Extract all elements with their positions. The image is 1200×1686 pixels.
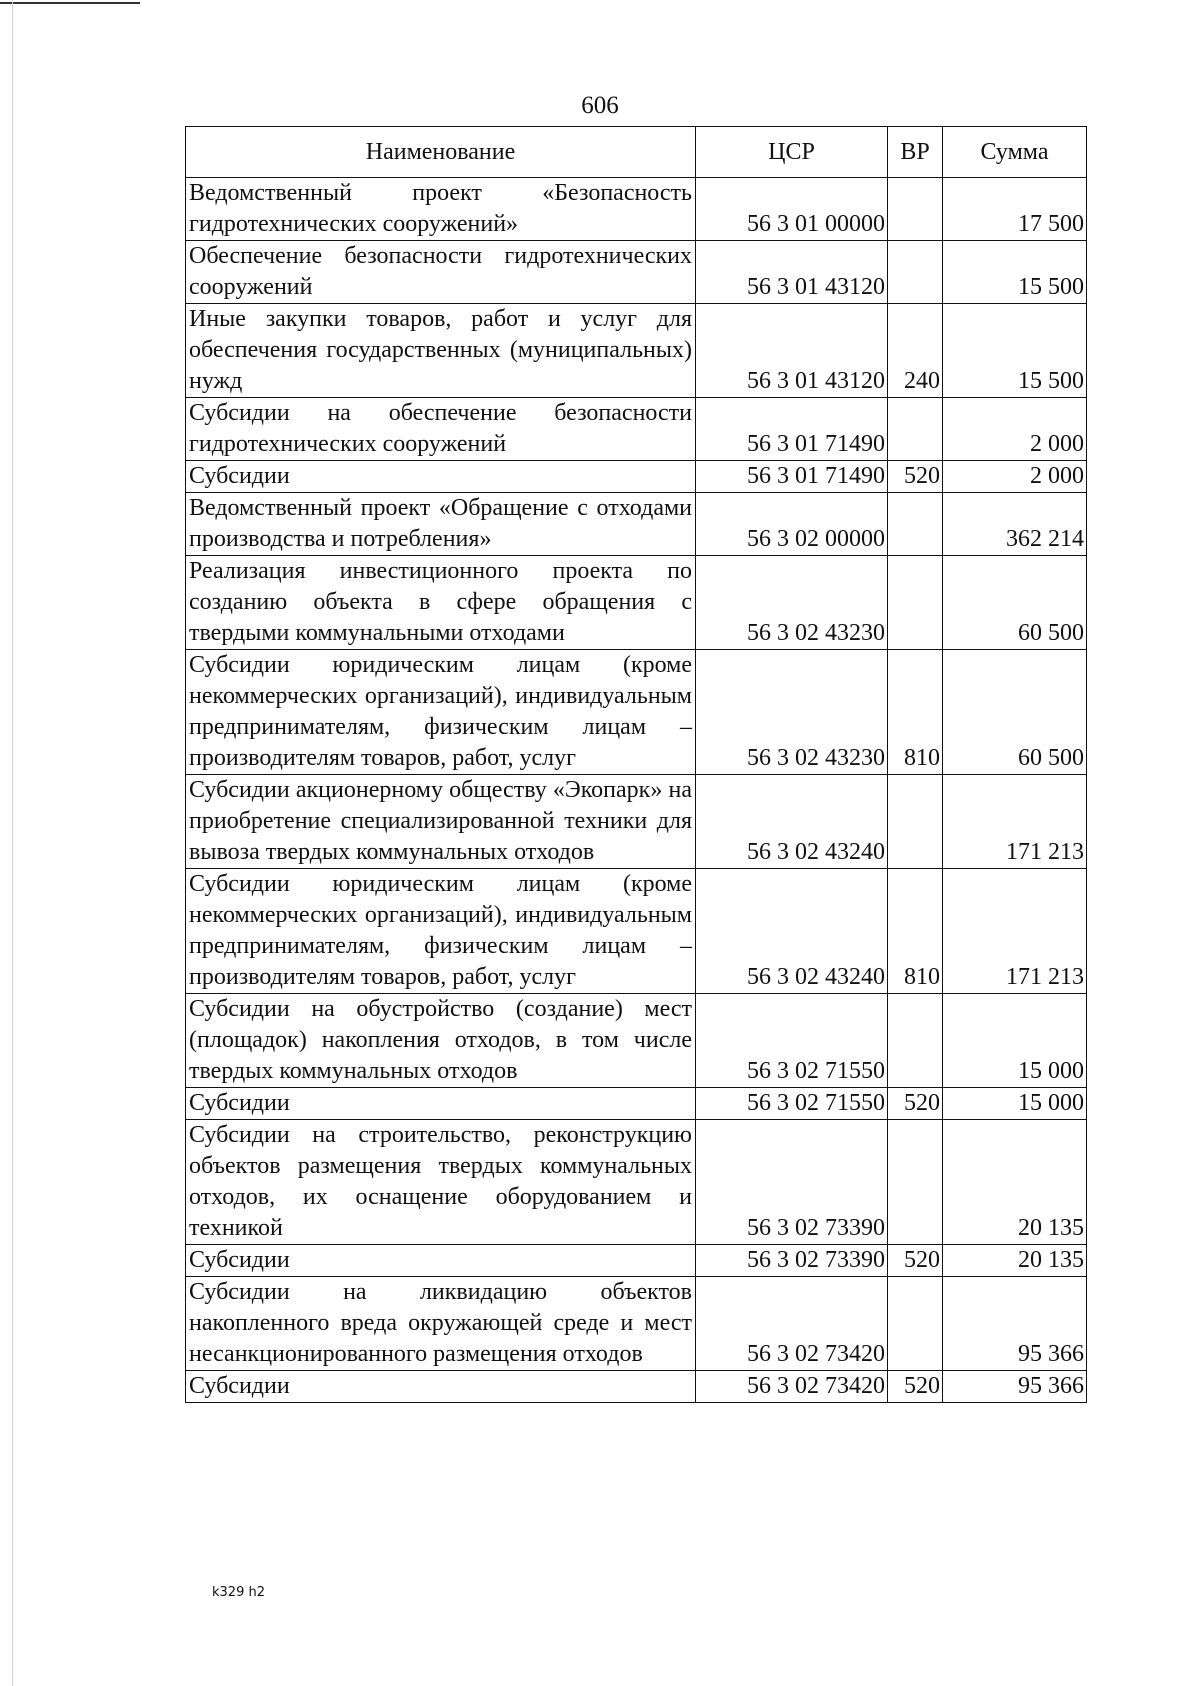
table-row <box>186 994 1087 1088</box>
row-vr: 810 <box>888 869 943 994</box>
row-csr: 56 3 01 43120 <box>696 241 888 304</box>
row-sum: 20 135 <box>943 1245 1087 1277</box>
row-csr: 56 3 02 71550 <box>696 1088 888 1120</box>
row-name: Субсидии <box>186 1088 696 1120</box>
row-vr <box>888 178 943 241</box>
row-vr <box>888 1120 943 1245</box>
row-csr: 56 3 02 43240 <box>696 775 888 869</box>
row-name: Ведомственный проект «Обращение с отходами производства и потребления» <box>186 493 696 556</box>
row-sum: 17 500 <box>943 178 1087 241</box>
row-csr: 56 3 02 73390 <box>696 1245 888 1277</box>
row-csr: 56 3 02 43240 <box>696 869 888 994</box>
row-sum: 60 500 <box>943 650 1087 775</box>
header-vr: ВР <box>888 127 943 178</box>
row-vr: 520 <box>888 461 943 493</box>
row-sum: 2 000 <box>943 461 1087 493</box>
row-name: Субсидии акционерному обществу «Экопарк» на приобретение специализированной техники для вывоза твердых коммунальных отходов <box>186 775 696 869</box>
table-row <box>186 461 1087 493</box>
row-vr <box>888 493 943 556</box>
row-sum: 362 214 <box>943 493 1087 556</box>
row-csr: 56 3 02 00000 <box>696 493 888 556</box>
row-name: Субсидии юридическим лицам (кроме некоммерческих организаций), индивидуальным предпринимателям, физическим лицам – производителям товаров, работ, услуг <box>186 869 696 994</box>
row-csr: 56 3 02 73420 <box>696 1371 888 1403</box>
table-row <box>186 493 1087 556</box>
row-name: Иные закупки товаров, работ и услуг для обеспечения государственных (муниципальных) нужд <box>186 304 696 398</box>
table-header-row <box>186 127 1087 178</box>
footer-document-code: k329 h2 <box>212 1585 265 1600</box>
row-vr: 520 <box>888 1245 943 1277</box>
row-name: Субсидии на обустройство (создание) мест (площадок) накопления отходов, в том числе твердых коммунальных отходов <box>186 994 696 1088</box>
table-row <box>186 1371 1087 1403</box>
row-name: Ведомственный проект «Безопасность гидротехнических сооружений» <box>186 178 696 241</box>
row-name: Субсидии юридическим лицам (кроме некоммерческих организаций), индивидуальным предпринимателям, физическим лицам – производителям товаров, работ, услуг <box>186 650 696 775</box>
row-name: Субсидии на обеспечение безопасности гидротехнических сооружений <box>186 398 696 461</box>
row-name: Реализация инвестиционного проекта по созданию объекта в сфере обращения с твердыми коммунальными отходами <box>186 556 696 650</box>
row-name: Субсидии на ликвидацию объектов накопленного вреда окружающей среде и мест несанкционированного размещения отходов <box>186 1277 696 1371</box>
table-row <box>186 398 1087 461</box>
table-row <box>186 775 1087 869</box>
row-vr <box>888 775 943 869</box>
row-csr: 56 3 01 00000 <box>696 178 888 241</box>
table-row <box>186 178 1087 241</box>
row-name: Субсидии <box>186 461 696 493</box>
row-vr: 520 <box>888 1371 943 1403</box>
row-csr: 56 3 02 73420 <box>696 1277 888 1371</box>
table-row <box>186 869 1087 994</box>
row-sum: 60 500 <box>943 556 1087 650</box>
row-sum: 15 500 <box>943 241 1087 304</box>
row-sum: 20 135 <box>943 1120 1087 1245</box>
row-vr: 810 <box>888 650 943 775</box>
row-sum: 15 500 <box>943 304 1087 398</box>
row-sum: 171 213 <box>943 869 1087 994</box>
budget-table <box>185 126 1087 1403</box>
row-sum: 2 000 <box>943 398 1087 461</box>
header-csr: ЦСР <box>696 127 888 178</box>
header-name: Наименование <box>186 127 696 178</box>
row-vr <box>888 241 943 304</box>
row-csr: 56 3 01 43120 <box>696 304 888 398</box>
table-row <box>186 241 1087 304</box>
table-row <box>186 1120 1087 1245</box>
row-name: Обеспечение безопасности гидротехнических сооружений <box>186 241 696 304</box>
table-row <box>186 1088 1087 1120</box>
row-vr: 520 <box>888 1088 943 1120</box>
row-csr: 56 3 02 43230 <box>696 556 888 650</box>
page-number: 606 <box>581 92 619 119</box>
row-csr: 56 3 01 71490 <box>696 461 888 493</box>
row-name: Субсидии на строительство, реконструкцию объектов размещения твердых коммунальных отходов, их оснащение оборудованием и техникой <box>186 1120 696 1245</box>
row-name: Субсидии <box>186 1245 696 1277</box>
row-vr: 240 <box>888 304 943 398</box>
scan-edge-mark <box>0 2 140 4</box>
row-name: Субсидии <box>186 1371 696 1403</box>
row-sum: 15 000 <box>943 994 1087 1088</box>
row-csr: 56 3 01 71490 <box>696 398 888 461</box>
header-sum: Сумма <box>943 127 1087 178</box>
row-vr <box>888 1277 943 1371</box>
row-csr: 56 3 02 71550 <box>696 994 888 1088</box>
table-row <box>186 304 1087 398</box>
row-vr <box>888 556 943 650</box>
table-row <box>186 556 1087 650</box>
scan-edge-line <box>12 0 13 1686</box>
row-vr <box>888 994 943 1088</box>
table-row <box>186 1277 1087 1371</box>
row-sum: 171 213 <box>943 775 1087 869</box>
row-sum: 95 366 <box>943 1277 1087 1371</box>
table-row <box>186 650 1087 775</box>
row-csr: 56 3 02 43230 <box>696 650 888 775</box>
row-sum: 15 000 <box>943 1088 1087 1120</box>
table-row <box>186 1245 1087 1277</box>
row-sum: 95 366 <box>943 1371 1087 1403</box>
row-csr: 56 3 02 73390 <box>696 1120 888 1245</box>
row-vr <box>888 398 943 461</box>
